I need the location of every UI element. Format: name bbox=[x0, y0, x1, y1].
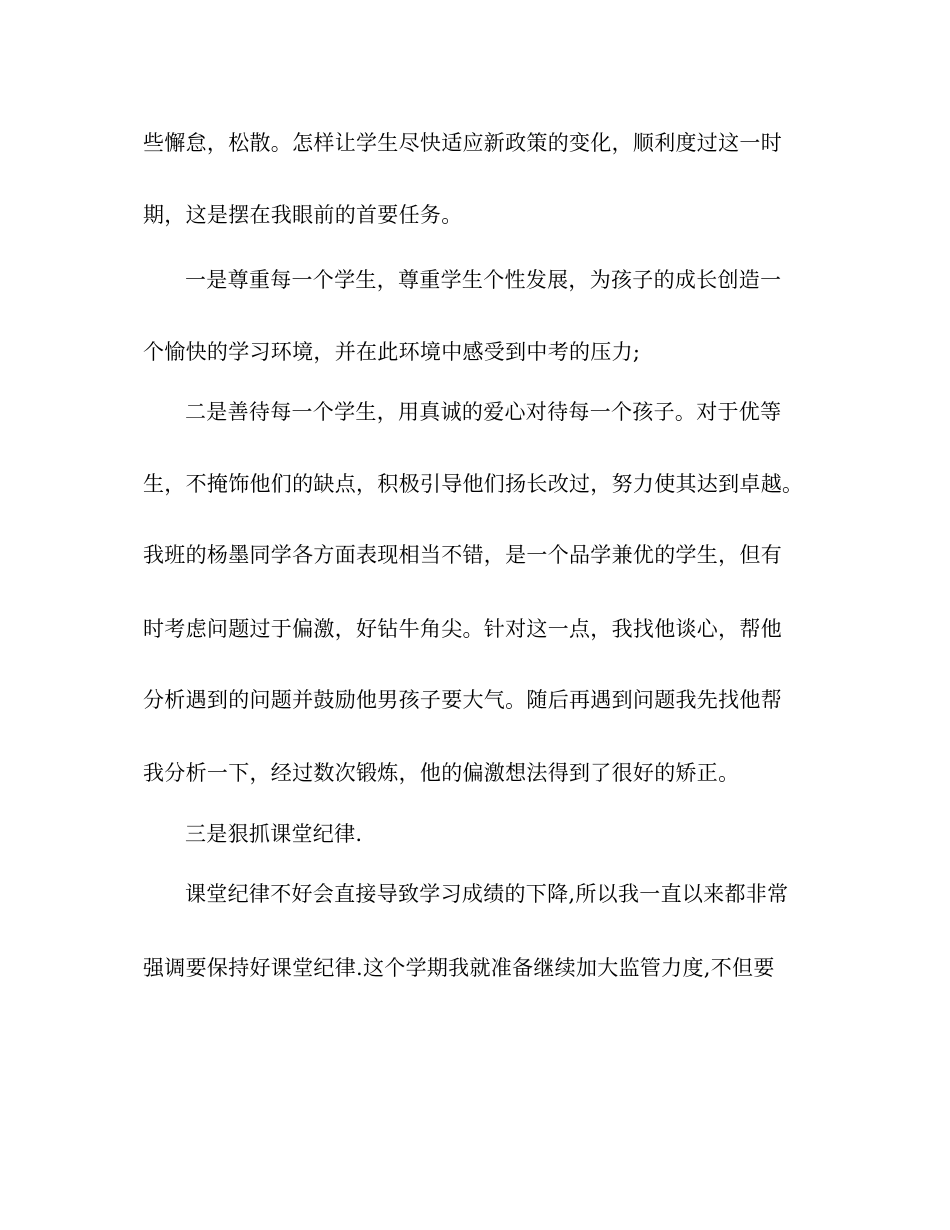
text-line: 个愉快的学习环境，并在此环境中感受到中考的压力; bbox=[143, 340, 641, 364]
text-line: 三是狠抓课堂纪律. bbox=[185, 822, 363, 846]
text-line: 些懈怠，松散。怎样让学生尽快适应新政策的变化，顺利度过这一时 bbox=[143, 131, 782, 155]
text-line: 强调要保持好课堂纪律.这个学期我就准备继续加大监管力度,不但要 bbox=[143, 956, 775, 980]
text-line: 一是尊重每一个学生，尊重学生个性发展，为孩子的成长创造一 bbox=[185, 268, 782, 292]
text-line: 二是善待每一个学生，用真诚的爱心对待每一个孩子。对于优等 bbox=[185, 400, 782, 424]
text-line: 我分析一下，经过数次锻炼，他的偏激想法得到了很好的矫正。 bbox=[143, 761, 740, 785]
text-line: 时考虑问题过于偏激，好钻牛角尖。针对这一点，我找他谈心，帮他 bbox=[143, 617, 782, 641]
text-line: 生，不掩饰他们的缺点，积极引导他们扬长改过，努力使其达到卓越。 bbox=[143, 472, 804, 496]
text-line: 分析遇到的问题并鼓励他男孩子要大气。随后再遇到问题我先找他帮 bbox=[143, 688, 782, 712]
text-line: 我班的杨墨同学各方面表现相当不错，是一个品学兼优的学生，但有 bbox=[143, 543, 782, 567]
text-line: 期，这是摆在我眼前的首要任务。 bbox=[143, 203, 463, 227]
text-line: 课堂纪律不好会直接导致学习成绩的下降,所以我一直以来都非常 bbox=[185, 882, 789, 906]
